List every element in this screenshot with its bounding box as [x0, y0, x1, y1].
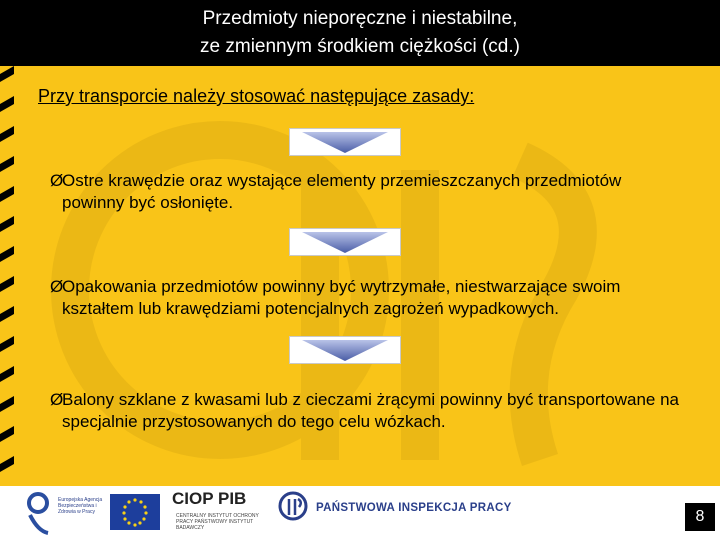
pip-logo-icon — [278, 491, 308, 521]
bullet-arrow-icon: Ø — [50, 277, 64, 296]
eu-agency-emblem-icon — [20, 489, 56, 535]
slide-header — [0, 0, 720, 66]
down-arrow-icon — [289, 128, 401, 156]
left-stripe-decoration — [0, 66, 18, 486]
eu-agency-text: Europejska Agencja Bezpieczeństwa i Zdrowia w Pracy — [58, 497, 103, 515]
title-line-1: Przedmioty nieporęczne i niestabilne, — [202, 8, 518, 29]
bullet-arrow-icon: Ø — [50, 390, 64, 409]
bullet-arrow-icon: Ø — [50, 171, 64, 190]
bullet-text: Ostre krawędzie oraz wystające elementy przemieszczanych przedmiotów powinny być osłonięte. — [62, 171, 622, 212]
eu-agency-logo — [20, 489, 110, 537]
bullet-item-3 — [50, 389, 680, 433]
down-arrow-icon — [289, 228, 401, 256]
page-number: 8 — [685, 503, 715, 531]
bullet-text: Balony szklane z kwasami lub z cieczami żrącymi powinny być transportowane na specjalnie przystosowanych do tego celu wózkach. — [62, 390, 679, 431]
bullet-item-1 — [50, 170, 680, 214]
bullet-text: Opakowania przedmiotów powinny być wytrzymałe, niestwarzające swoim kształtem lub krawędziami potencjalnych zagrożeń wypadkowych. — [62, 277, 621, 318]
section-subtitle: Przy transporcie należy stosować następujące zasady: — [38, 86, 475, 106]
ciop-subtext: CENTRALNY INSTYTUT OCHRONY PRACY PAŃSTWOWY INSTYTUT BADAWCZY — [176, 513, 259, 531]
pip-logo-text: PAŃSTWOWA INSPEKCJA PRACY — [316, 502, 512, 514]
title-line-2: ze zmiennym środkiem ciężkości (cd.) — [200, 36, 520, 57]
ciop-pib-logo: CIOP PIB — [172, 489, 247, 508]
bullet-item-2 — [50, 276, 680, 320]
eu-flag-icon — [110, 494, 160, 530]
down-arrow-icon — [289, 336, 401, 364]
